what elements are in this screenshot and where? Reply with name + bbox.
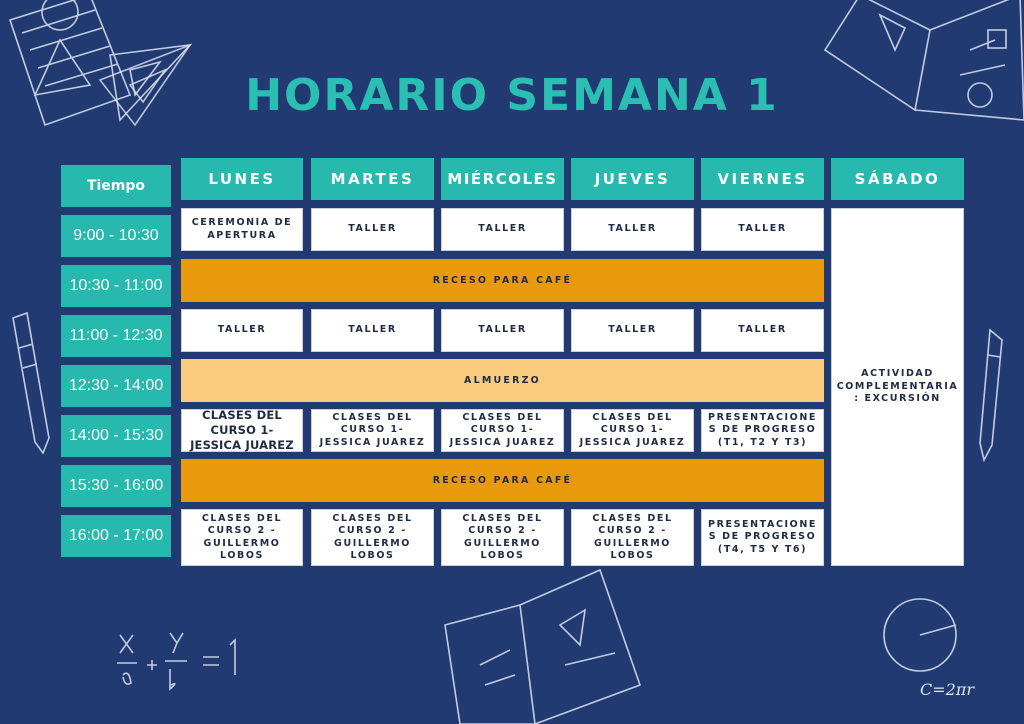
time-slot: 9:00 - 10:30 <box>61 215 171 257</box>
schedule-cell: TALLER <box>441 208 564 251</box>
schedule-cell: CLASES DEL CURSO 2 - GUILLERMO LOBOS <box>311 509 434 566</box>
schedule-cell: TALLER <box>701 208 824 251</box>
day-header-sabado: SÁBADO <box>831 158 964 200</box>
time-slot: 12:30 - 14:00 <box>61 365 171 407</box>
circle-formula-icon <box>880 595 990 685</box>
schedule-cell: PRESENTACIONES DE PROGRESO (T4, T5 Y T6) <box>701 509 824 566</box>
schedule-cell: TALLER <box>181 309 303 352</box>
schedule-cell: TALLER <box>311 309 434 352</box>
pen-icon <box>5 308 55 458</box>
day-header-miercoles: MIÉRCOLES <box>441 158 564 200</box>
schedule-cell: CLASES DEL CURSO 2 - GUILLERMO LOBOS <box>441 509 564 566</box>
schedule-cell: CLASES DEL CURSO 1- JESSICA JUAREZ <box>441 409 564 452</box>
schedule-cell: TALLER <box>701 309 824 352</box>
time-slot: 16:00 - 17:00 <box>61 515 171 557</box>
schedule-cell: CEREMONIA DE APERTURA <box>181 208 303 251</box>
schedule-cell: TALLER <box>571 309 694 352</box>
schedule-cell: TALLER <box>311 208 434 251</box>
pencil-icon <box>970 325 1010 465</box>
schedule-cell: TALLER <box>441 309 564 352</box>
formula-icon <box>115 625 245 700</box>
circle-formula-text: C=2πr <box>920 680 974 699</box>
time-slot: 11:00 - 12:30 <box>61 315 171 357</box>
coffee-break-band: RECESO PARA CAFÉ <box>181 259 824 302</box>
time-slot: 15:30 - 16:00 <box>61 465 171 507</box>
lunch-band: ALMUERZO <box>181 359 824 402</box>
saturday-activity-cell: ACTIVIDAD COMPLEMENTARIA : EXCURSIÓN <box>831 208 964 566</box>
notebook-sketch-icon <box>440 565 650 724</box>
schedule-cell: CLASES DEL CURSO 1- JESSICA JUAREZ <box>311 409 434 452</box>
day-header-viernes: VIERNES <box>701 158 824 200</box>
schedule-cell: TALLER <box>571 208 694 251</box>
time-column-header: Tiempo <box>61 165 171 207</box>
schedule-cell: CLASES DEL CURSO 1- JESSICA JUAREZ <box>181 409 303 452</box>
page-title: HORARIO SEMANA 1 <box>245 70 779 121</box>
schedule-cell: CLASES DEL CURSO 2 - GUILLERMO LOBOS <box>181 509 303 566</box>
time-slot: 14:00 - 15:30 <box>61 415 171 457</box>
time-slot: 10:30 - 11:00 <box>61 265 171 307</box>
day-header-jueves: JUEVES <box>571 158 694 200</box>
day-header-martes: MARTES <box>311 158 434 200</box>
coffee-break-band: RECESO PARA CAFÉ <box>181 459 824 502</box>
schedule-cell: PRESENTACIONES DE PROGRESO (T1, T2 Y T3) <box>701 409 824 452</box>
day-header-lunes: LUNES <box>181 158 303 200</box>
schedule-cell: CLASES DEL CURSO 2 - GUILLERMO LOBOS <box>571 509 694 566</box>
schedule-cell: CLASES DEL CURSO 1- JESSICA JUAREZ <box>571 409 694 452</box>
